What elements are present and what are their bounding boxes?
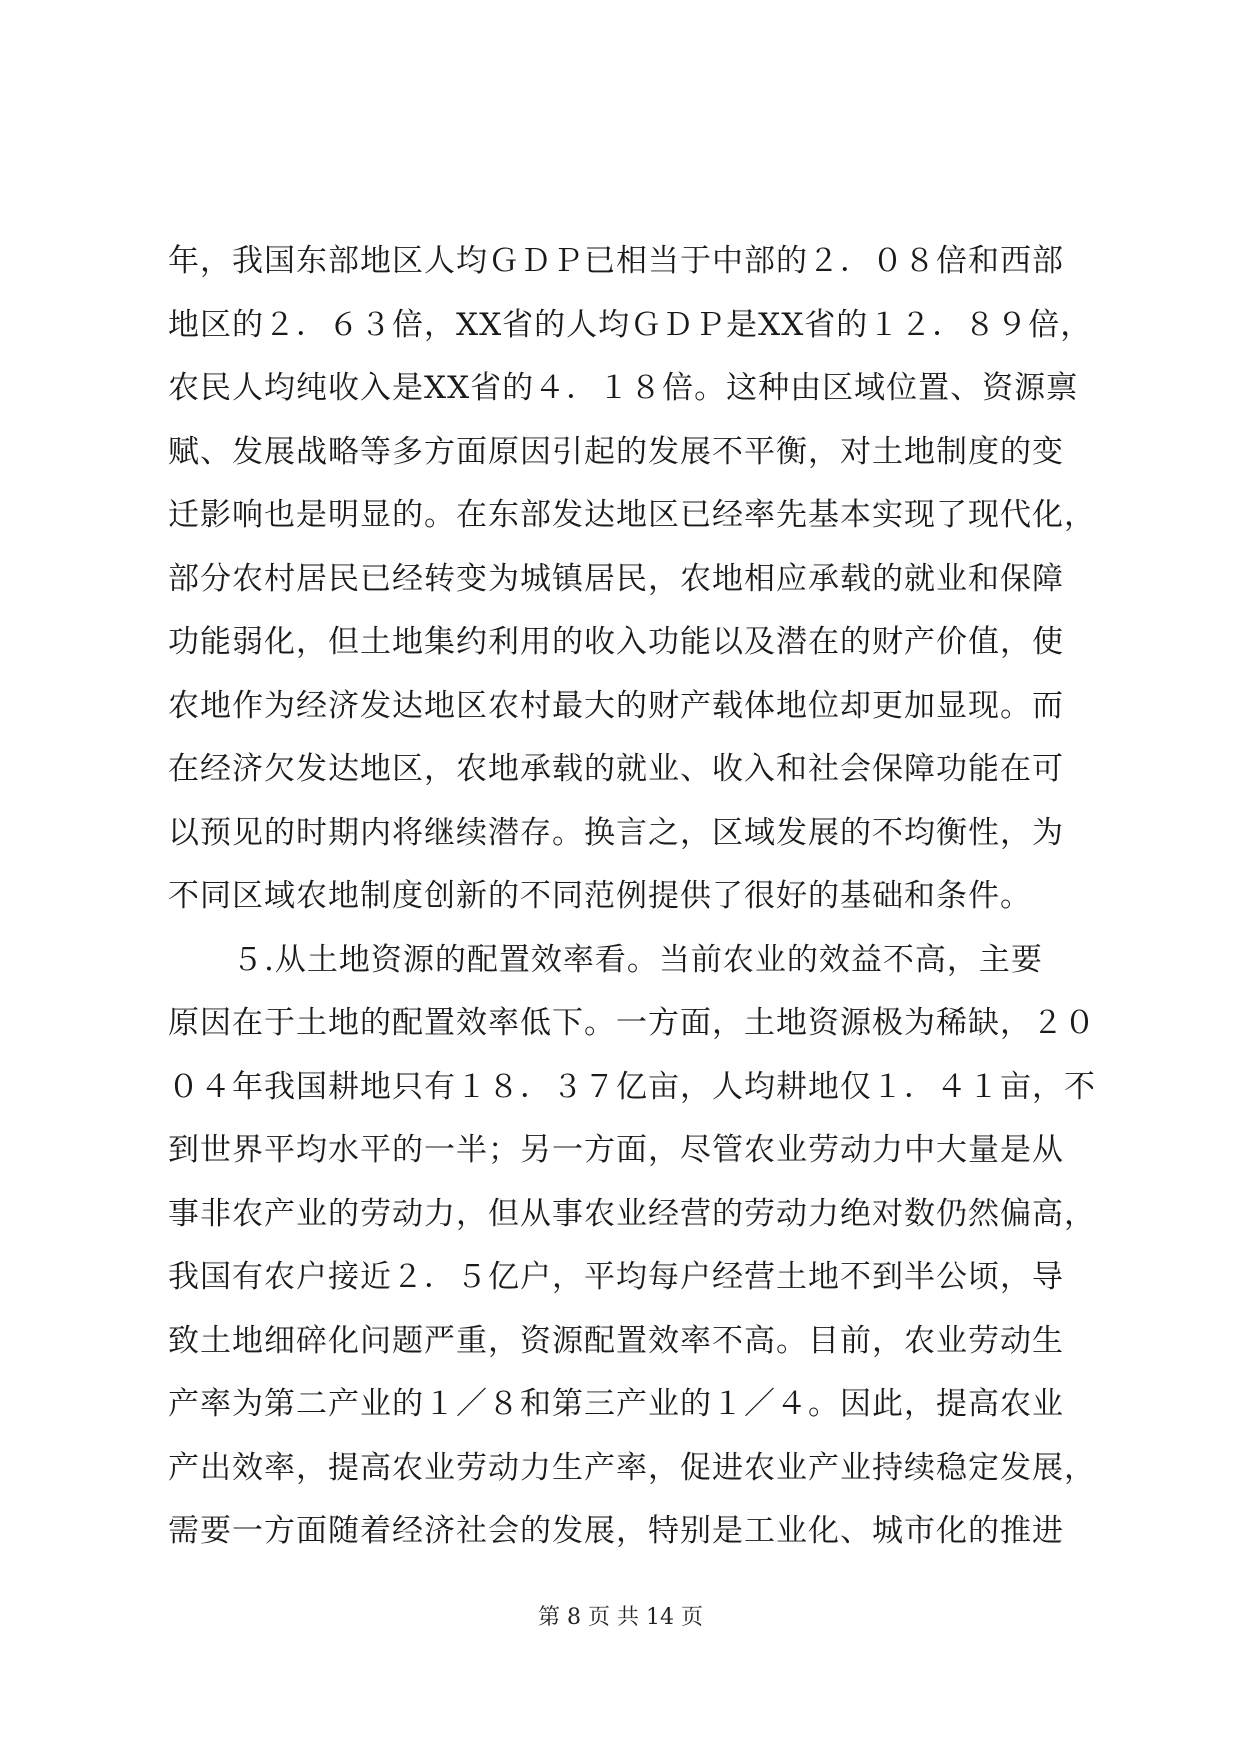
text-line: 以预见的时期内将继续潜存。换言之，区域发展的不均衡性，为 [168,814,1064,851]
page-footer [0,1603,1241,1633]
text-line: 原因在于土地的配置效率低下。一方面，土地资源极为稀缺，２０ [168,1005,1096,1041]
text-line: 事非农产业的劳动力，但从事农业经营的劳动力绝对数仍然偏高， [168,1195,1096,1232]
text-line: 年，我国东部地区人均ＧＤＰ已相当于中部的２．０８倍和西部 [168,243,1064,279]
text-line: 我国有农户接近２．５亿户，平均每户经营土地不到半公顷，导 [168,1259,1064,1295]
text-line: 致土地细碎化问题严重，资源配置效率不高。目前，农业劳动生 [168,1322,1064,1359]
text-line: 农民人均纯收入是XX省的４．１８倍。这种由区域位置、资源禀 [168,370,1079,406]
body-text [168,230,1096,1564]
text-line: 赋、发展战略等多方面原因引起的发展不平衡，对土地制度的变 [168,433,1064,470]
text-line: 功能弱化，但土地集约利用的收入功能以及潜在的财产价值，使 [168,624,1064,660]
text-line: 部分农村居民已经转变为城镇居民，农地相应承载的就业和保障 [168,560,1064,597]
text-line: 到世界平均水平的一半；另一方面，尽管农业劳动力中大量是从 [168,1132,1064,1168]
paragraph-start-line: ５.从土地资源的配置效率看。当前农业的效益不高，主要 [168,941,1043,978]
text-line: 地区的２．６３倍，XX省的人均ＧＤＰ是XX省的１２．８９倍， [168,306,1093,343]
text-line: 迁影响也是明显的。在东部发达地区已经率先基本实现了现代化， [168,497,1096,533]
text-line: 产出效率，提高农业劳动力生产率，促进农业产业持续稳定发展， [168,1449,1096,1486]
text-line: 需要一方面随着经济社会的发展，特别是工业化、城市化的推进 [168,1513,1064,1549]
text-line: 产率为第二产业的１／８和第三产业的１／４。因此，提高农业 [168,1386,1064,1422]
text-line: ０４年我国耕地只有１８．３７亿亩，人均耕地仅１．４１亩，不 [168,1068,1096,1105]
text-line: 农地作为经济发达地区农村最大的财产载体地位却更加显现。而 [168,687,1064,724]
text-line: 在经济欠发达地区，农地承载的就业、收入和社会保障功能在可 [168,751,1064,787]
page-number-label: 第 8 页 共 14 页 [538,1605,703,1630]
text-line: 不同区域农地制度创新的不同范例提供了很好的基础和条件。 [168,878,1032,914]
